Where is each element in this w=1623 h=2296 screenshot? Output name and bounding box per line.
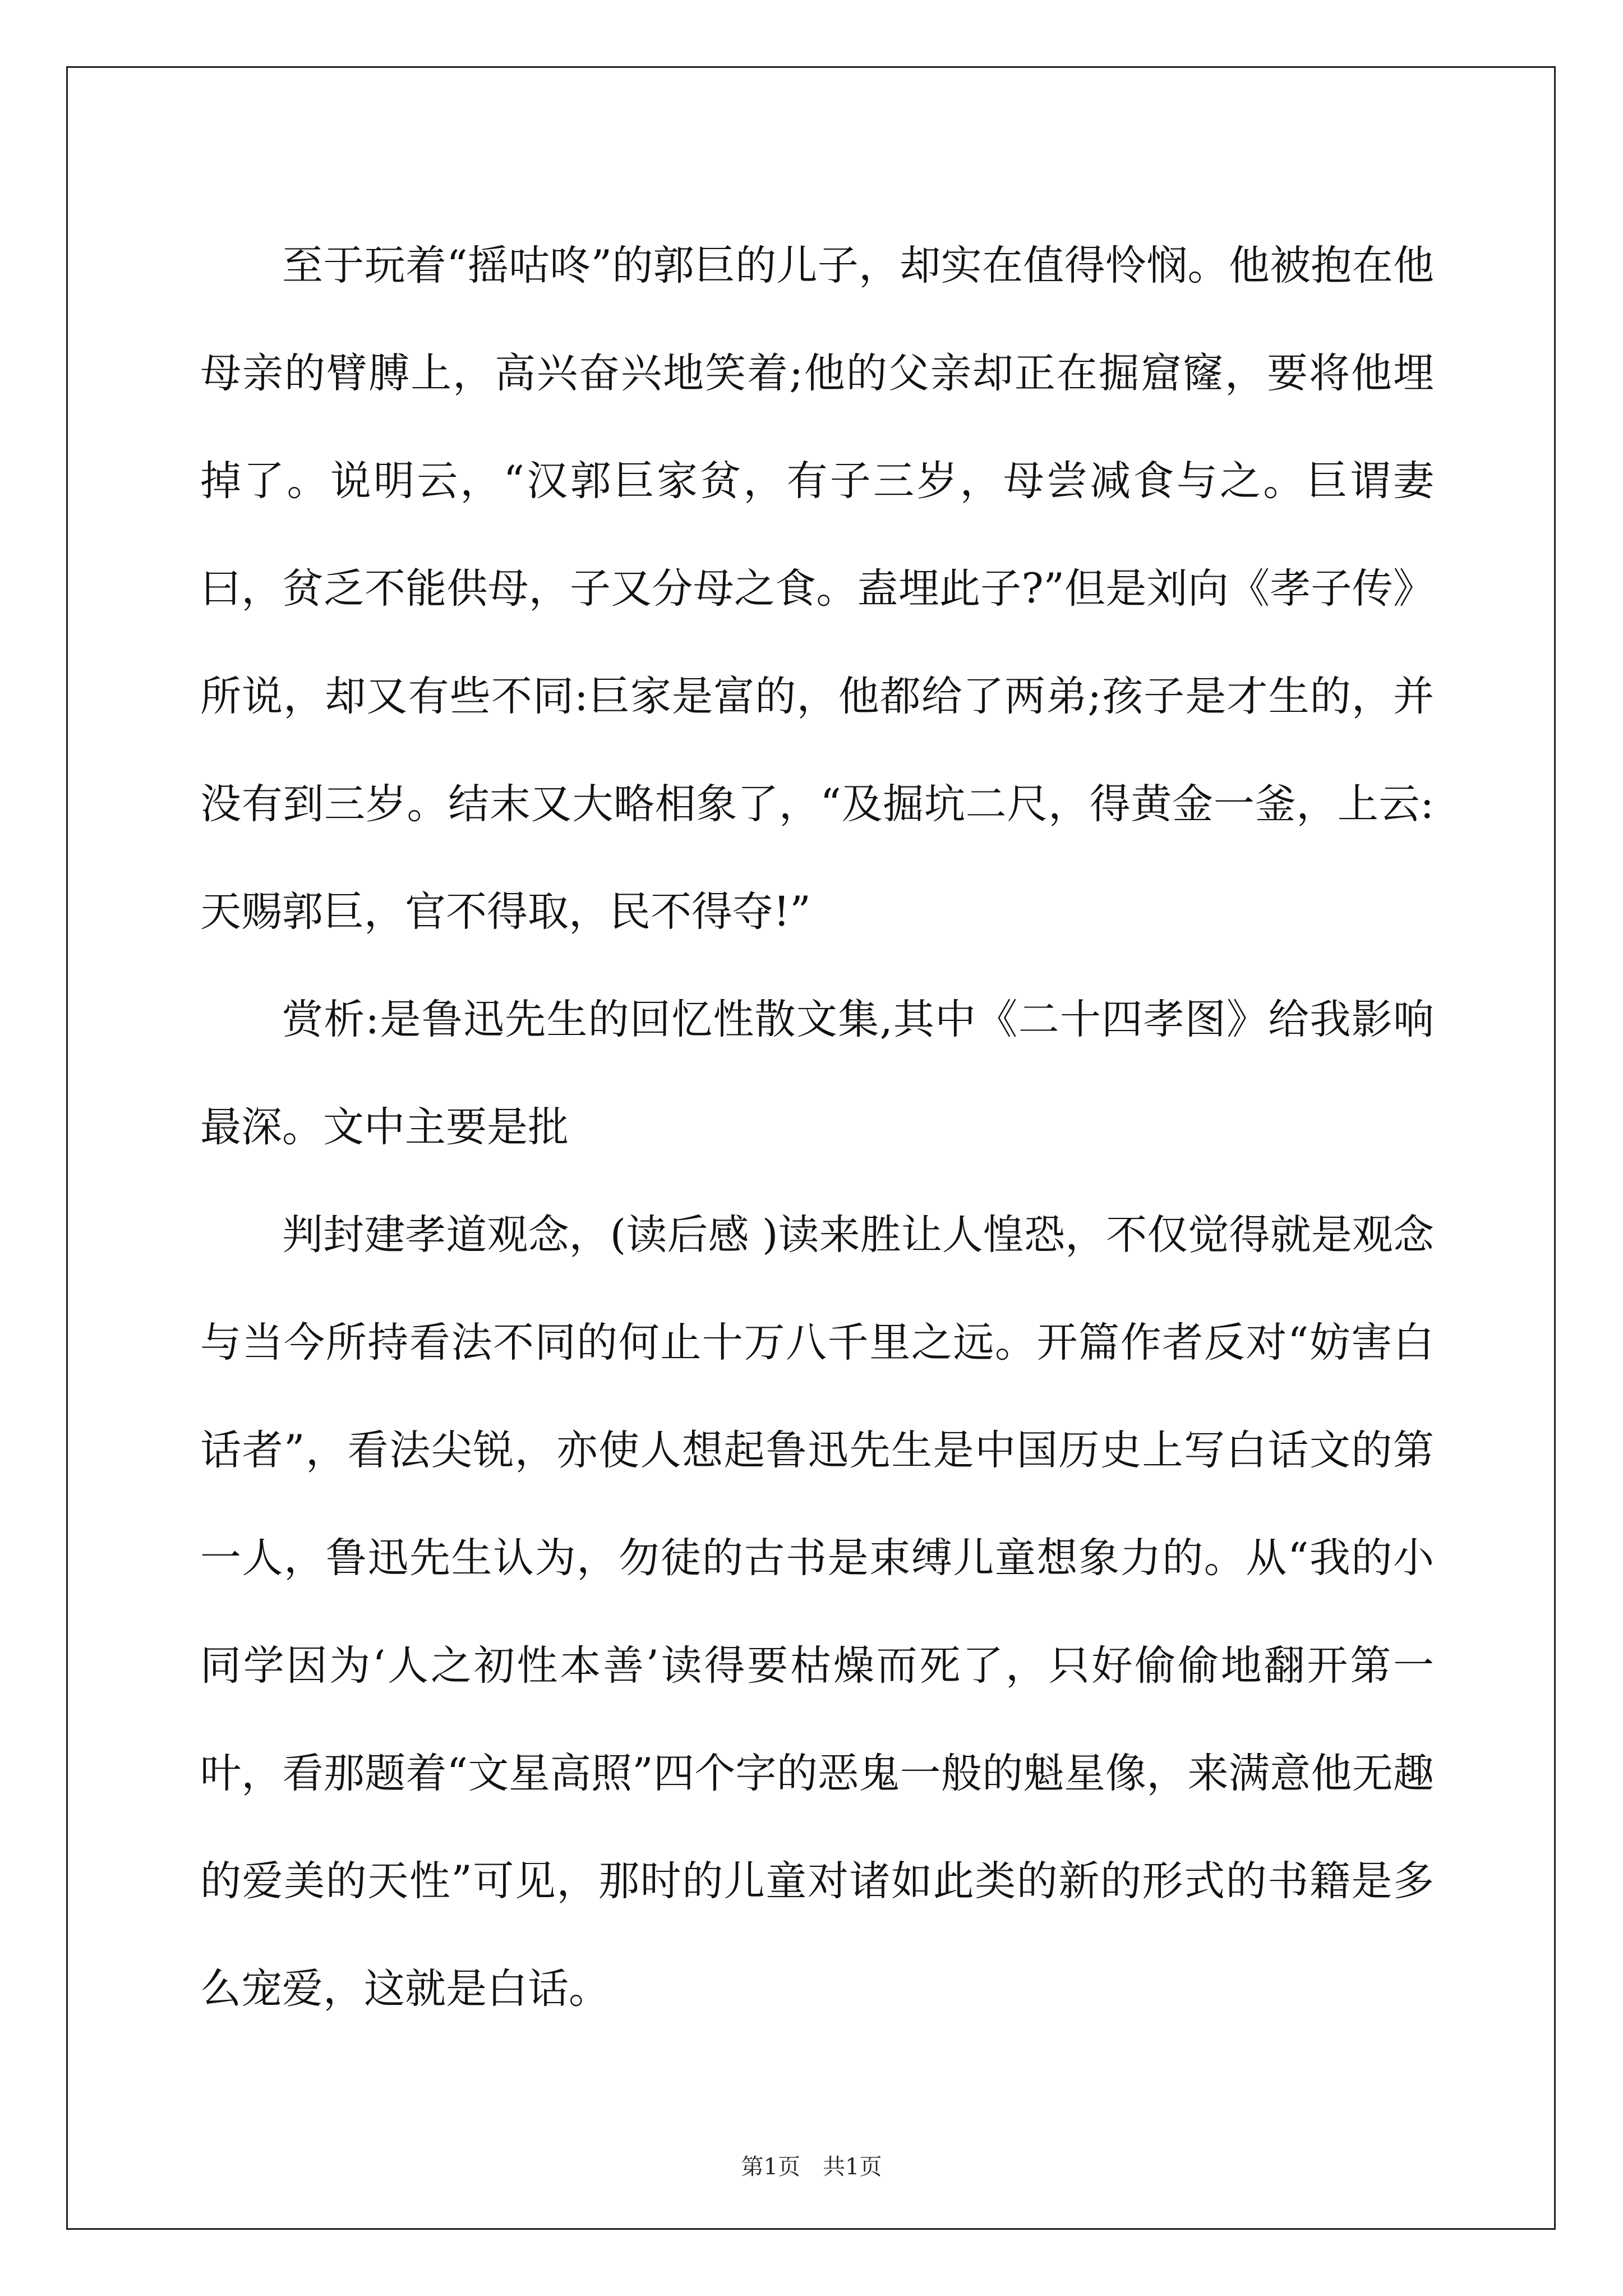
paragraph-guo-ju-story: 至于玩着“摇咕咚”的郭巨的儿子，却实在值得怜悯。他被抱在他母亲的臂膊上，高兴奋兴地笑着;他的父亲却正在掘窟窿，要将他埋掉了。说明云，“汉郭巨家贫，有子三岁，母尝减食与之。巨谓妻曰，贫乏不能供母，子又分母之食。盍埋此子?”但是刘向《孝子传》所说，却又有些不同:巨家是富的，他都给了两弟;孩子是才生的，并没有到三岁。结末又大略相象了，“及掘坑二尺，得黄金一釜，上云:天赐郭巨，官不得取，民不得夺!” [200,242,1434,936]
page-number: 第1页 共1页 [741,2154,882,2180]
paragraph-appreciation: 赏析:是鲁迅先生的回忆性散文集,其中《二十四孝图》给我影响最深。文中主要是批 [200,996,1434,1151]
paragraph-critique: 判封建孝道观念，(读后感 )读来胜让人惶恐，不仅觉得就是观念与当今所持看法不同的何止十万八千里之远。开篇作者反对“妨害白话者”，看法尖锐，亦使人想起鲁迅先生是中国历史上写白话文的第一人，鲁迅先生认为，勿徒的古书是束缚儿童想象力的。从“我的小同学因为‘人之初性本善’读得要枯燥而死了，只好偷偷地翻开第一叶，看那题着“文星高照”四个字的恶鬼一般的魁星像，来满意他无趣的爱美的天性”可见，那时的儿童对诸如此类的新的形式的书籍是多么宠爱，这就是白话。 [200,1211,1434,2013]
document-body [200,212,1434,2043]
